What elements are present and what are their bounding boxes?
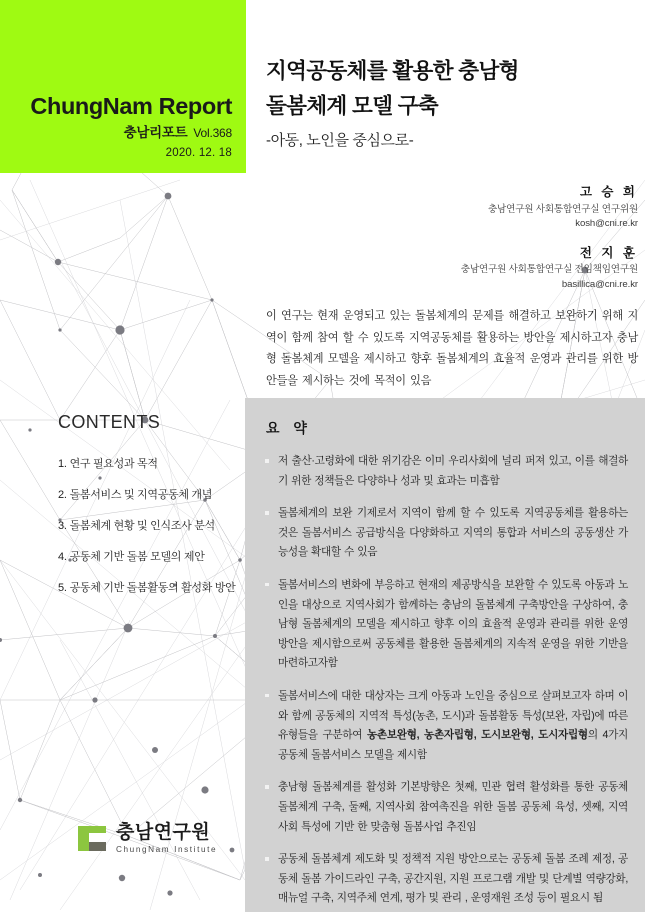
- masthead-text-group: [30, 94, 232, 159]
- masthead-green-block: [0, 0, 246, 173]
- report-brand-english: ChungNam Report: [30, 92, 232, 119]
- summary-bullet: 저 출산·고령화에 대한 위기감은 이미 우리사회에 널리 퍼져 있고, 이를 해결하기 위한 정책들은 다양하나 성과 및 효과는 미흡함: [264, 452, 628, 491]
- summary-bullet-list: [264, 452, 628, 909]
- summary-heading: 요 약: [266, 420, 312, 436]
- summary-bullet: 돌봄서비스에 대한 대상자는 크게 아동과 노인을 중심으로 살펴보고자 하며 이와 함께 공동체의 지역적 특성(농촌, 도시)과 돌봄활동 특성(보완, 자립)에 따른 유형들을 구분하여 농촌보완형, 농촌자립형, 도시보완형, 도시자립형의 4가지 공동체 돌봄서비스 모델을 제시함: [264, 687, 628, 765]
- page-title-line-2: 돌봄체계 모델 구축: [266, 93, 439, 118]
- author-entry: [300, 244, 638, 293]
- contents-item-number: 1.: [58, 458, 67, 470]
- author-affiliation: 충남연구원 사회통합연구실 전임책임연구원: [460, 264, 638, 276]
- contents-item-label: 돌봄서비스 및 지역공동체 개념: [69, 489, 213, 501]
- author-name: 고 승 희: [579, 185, 638, 199]
- abstract-text: 이 연구는 현재 운영되고 있는 돌봄체계의 문제를 해결하고 보완하기 위해 지역이 함께 참여 할 수 있도록 지역공동체를 활용하는 방안을 제시하고자 충남형 돌봄체계 모델을 제시하고 향후 돌봄체계의 효율적 운영과 관리를 위한 방안들을 제시하는 것에 목적이 있음: [266, 310, 638, 387]
- report-brand-korean: 충남리포트: [123, 125, 188, 141]
- institute-logo-mark-icon: [75, 823, 109, 854]
- summary-bullet: 공동체 돌봄체계 제도화 및 정책적 지원 방안으로는 공동체 돌봄 조례 제정, 공동체 돌봄 가이드라인 구축, 공간지원, 지원 프로그램 개발 및 단계별 역량강화, 매뉴얼 구축, 지역주체 연계, 평가 및 관리 , 운영재원 조성 등이 필요시 됨: [264, 850, 628, 909]
- contents-item-label: 공동체 기반 돌봄활동의 활성화 방안: [69, 582, 236, 594]
- author-affiliation: 충남연구원 사회통합연구실 연구위원: [487, 203, 638, 215]
- summary-panel: [245, 398, 645, 912]
- summary-bullet: 돌봄서비스의 변화에 부응하고 현재의 제공방식을 보완할 수 있도록 아동과 노인을 대상으로 지역사회가 함께하는 충남의 돌봄체계 구축방안을 구상하여, 충남형 돌봄체계의 모델을 제시하고 향후 이의 효율적 운영과 관리를 위한 운영방안을 제시함으로써 공동체를 활용한 돌봄체계의 지속적 운영을 위한 기반을 마련하고자함: [264, 576, 628, 674]
- contents-block: [58, 412, 258, 610]
- institute-logo: [75, 822, 217, 854]
- contents-item-number: 5.: [58, 582, 67, 594]
- report-date: 2020. 12. 18: [165, 147, 232, 159]
- contents-item-label: 연구 필요성과 목적: [69, 458, 158, 470]
- summary-bullet: 돌봄체계의 보완 기제로서 지역이 함께 할 수 있도록 지역공동체를 활용하는 것은 돌봄서비스 공급방식을 다양화하고 지역의 통합과 서비스의 공동생산 가능성을 확대할 수 있음: [264, 504, 628, 563]
- institute-name-korean: 충남연구원: [116, 822, 211, 843]
- contents-item[interactable]: [58, 579, 258, 595]
- institute-logo-text: [116, 822, 217, 854]
- title-block: [266, 54, 638, 150]
- report-volume: Vol.368: [193, 126, 232, 141]
- author-list: [300, 183, 638, 292]
- contents-item-label: 공동체 기반 돌봄 모델의 제안: [69, 551, 205, 563]
- institute-name-english: ChungNam Institute: [116, 844, 218, 854]
- contents-item[interactable]: [58, 455, 258, 471]
- contents-item[interactable]: [58, 548, 258, 564]
- contents-item[interactable]: [58, 486, 258, 502]
- author-email[interactable]: basillica@cni.re.kr: [561, 278, 638, 290]
- author-name: 전 지 훈: [579, 245, 638, 260]
- author-email[interactable]: kosh@cni.re.kr: [575, 218, 638, 230]
- page-subtitle: -아동, 노인을 중심으로-: [266, 131, 414, 149]
- abstract-block: [266, 306, 638, 392]
- contents-item-number: 3.: [58, 520, 67, 532]
- page-title-line-1: 지역공동체를 활용한 충남형: [266, 59, 519, 83]
- contents-item-number: 4.: [58, 551, 67, 563]
- contents-heading: CONTENTS: [58, 412, 161, 432]
- contents-item-label: 돌봄체계 현황 및 인식조사 분석: [69, 520, 215, 532]
- author-entry: [300, 183, 638, 232]
- contents-item[interactable]: [58, 517, 258, 533]
- report-brand-korean-line: [30, 124, 232, 142]
- contents-item-number: 2.: [58, 489, 67, 501]
- summary-bullet: 충남형 돌봄체계를 활성화 기본방향은 첫째, 민관 협력 활성화를 통한 공동체 돌봄체계 구축, 둘째, 지역사회 참여촉진을 위한 돌봄 공동체 육성, 셋째, 지역사회 특성에 기반 한 맞춤형 돌봄사업 추진임: [264, 778, 628, 837]
